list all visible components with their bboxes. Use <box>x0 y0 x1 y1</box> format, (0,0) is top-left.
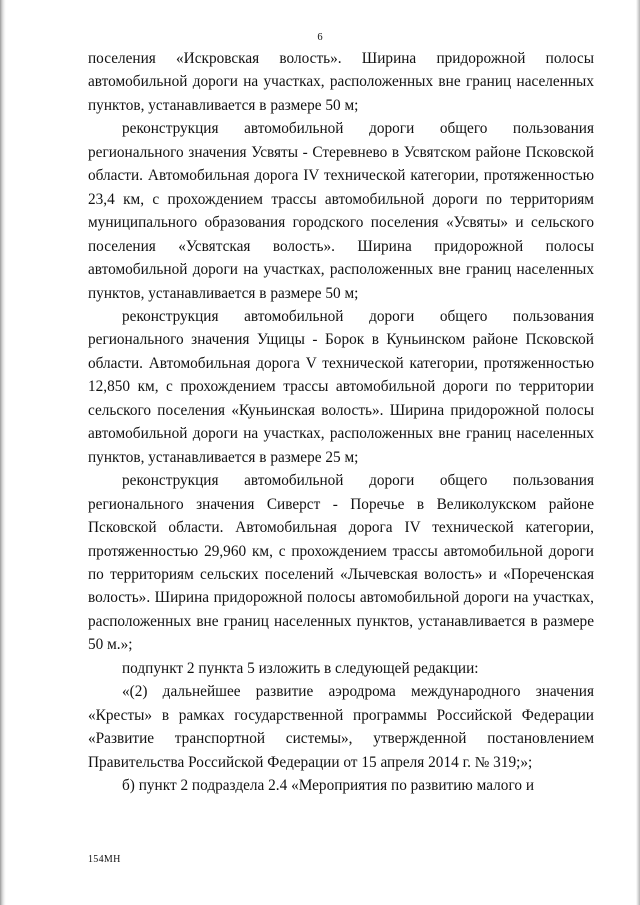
paragraph-item-b: б) пункт 2 подраздела 2.4 «Мероприятия по развитию малого и <box>122 777 535 795</box>
paragraph-ushchitsy-road: реконструкция автомобильной дороги общего пользования регионального значения Ущицы - Борок в Куньинском районе Псковской области. Автомобильная дорога V технической категории, протяженностью 12,850 км, с прохождением трассы автомобильной дороги по территории сельского поселения «Куньинская волость». Ширина придорожной полосы автомобильной дороги на участках, расположенных вне границ населенных пунктов, устанавливается в размере 25 м; <box>88 307 594 466</box>
footer-code: 154МН <box>88 854 121 865</box>
scan-edge-left <box>0 0 6 905</box>
paragraph-subclause-intro: подпункт 2 пункта 5 изложить в следующей редакции: <box>122 659 479 677</box>
paragraph-kresty-airport: «(2) дальнейшее развитие аэродрома международного значения «Кресты» в рамках государственной программы Российской Федерации «Развитие транспортной системы», утвержденной постановлением Правительства Российской Федерации от 15 апреля 2014 г. № 319;»; <box>88 683 594 771</box>
document-body <box>88 47 594 798</box>
scan-edge-right <box>636 0 640 905</box>
paragraph-siverst-road: реконструкция автомобильной дороги общего пользования регионального значения Сиверст - Поречье в Великолукском районе Псковской области. Автомобильная дорога IV технической категории, протяженностью 29,960 км, с прохождением трассы автомобильной дороги по территориям сельских поселений «Лычевская волость» и «Пореченская волость». Ширина придорожной полосы автомобильной дороги на участках, расположенных вне границ населенных пунктов, устанавливается в размере 50 м.»; <box>88 472 594 654</box>
page-number: 6 <box>317 32 323 43</box>
paragraph-usvyaty-road: реконструкция автомобильной дороги общего пользования регионального значения Усвяты - Стеревнево в Усвятском районе Псковской области. Автомобильная дорога IV технической категории, протяженностью 23,4 км, с прохождением трассы автомобильной дороги по территориям муниципального образования городского поселения «Усвяты» и сельского поселения «Усвятская волость». Ширина придорожной полосы автомобильной дороги на участках, расположенных вне границ населенных пунктов, устанавливается в размере 50 м; <box>88 120 594 302</box>
paragraph-continuation: поселения «Искровская волость». Ширина придорожной полосы автомобильной дороги на участках, расположенных вне границ населенных пунктов, устанавливается в размере 50 м; <box>88 50 594 114</box>
